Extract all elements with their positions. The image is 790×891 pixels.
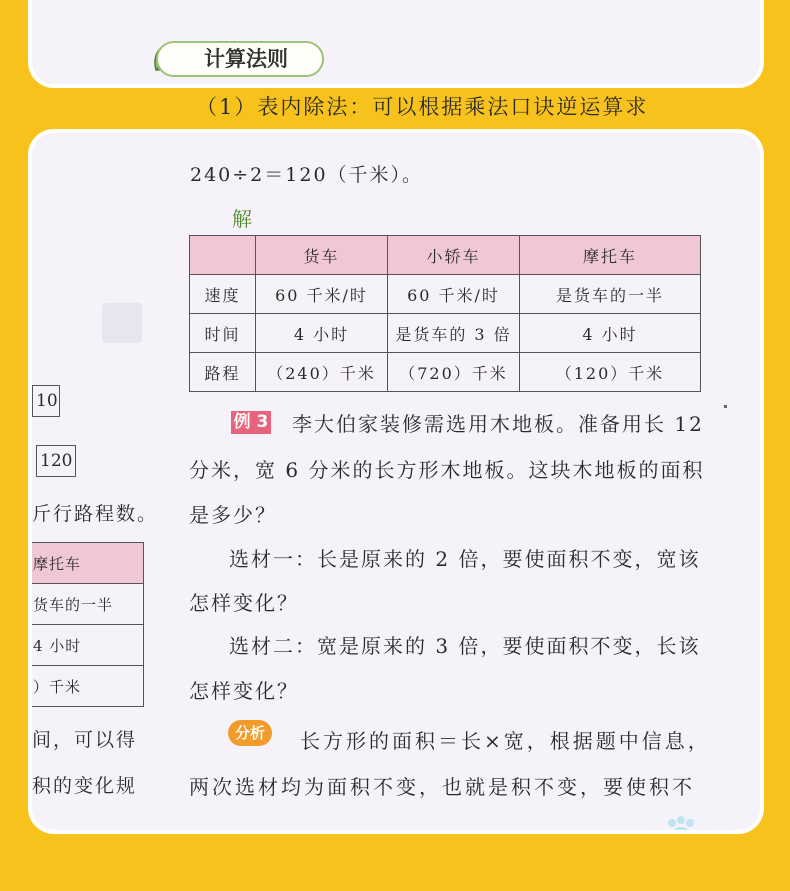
example-line: 李大伯家装修需选用木地板。准备用长 12 [292, 412, 704, 436]
table-cell: 是货车的一半 [520, 275, 701, 314]
example-badge: 例 3 [231, 411, 271, 434]
example-line: 是多少？ [189, 503, 277, 527]
table-header-cell: 摩托车 [520, 236, 701, 275]
table-header-row [190, 236, 701, 275]
option-one-line: 怎样变化？ [189, 591, 299, 615]
table-cell: 60 千米/时 [256, 275, 388, 314]
table-row [190, 353, 701, 392]
paw-print-icon [664, 815, 698, 834]
left-page-table [28, 542, 144, 707]
table-cell: 是货车的 3 倍 [388, 314, 520, 353]
left-page-line-1: 斤行路程数。 [32, 503, 159, 525]
left-page-shadow [102, 303, 142, 343]
left-page-line-3: 积的变化规 [32, 775, 138, 797]
left-answer-box-120: 120 [36, 445, 76, 477]
left-table-cell: 货车的一半 [28, 584, 144, 625]
table-cell: 60 千米/时 [388, 275, 520, 314]
table-row [190, 314, 701, 353]
example-line: 分米，宽 6 分米的长方形木地板。这块木地板的面积 [189, 458, 705, 482]
left-table-cell: ）千米 [28, 666, 144, 707]
table-cell: （240）千米 [256, 353, 388, 392]
option-two-line: 怎样变化？ [189, 679, 299, 703]
table-cell: 4 小时 [256, 314, 388, 353]
table-cell: （720）千米 [388, 353, 520, 392]
option-one-line: 选材一：长是原来的 2 倍，要使面积不变，宽该 [229, 547, 701, 571]
analysis-badge: 分析 [228, 720, 272, 746]
table-cell: 速度 [190, 275, 256, 314]
left-page-line-2: 间，可以得 [32, 729, 138, 751]
solve-label: 解 [232, 207, 254, 231]
left-table-cell: 摩托车 [28, 543, 144, 584]
option-two-line: 选材二：宽是原来的 3 倍，要使面积不变，长该 [229, 634, 701, 658]
main-page-card [28, 129, 764, 834]
table-row [190, 275, 701, 314]
table-header-cell [190, 236, 256, 275]
table-cell: （120）千米 [520, 353, 701, 392]
calculation-line: 240÷2＝120（千米）。 [190, 164, 424, 186]
left-table-cell: 4 小时 [28, 625, 144, 666]
table-cell: 时间 [190, 314, 256, 353]
rule-title: 计算法则 [204, 47, 288, 71]
vehicle-table [189, 235, 701, 392]
analysis-line: 长方形的面积＝长×宽，根据题中信息， [300, 729, 711, 753]
top-page-line: （1）表内除法：可以根据乘法口诀逆运算求 [196, 95, 649, 119]
left-answer-box-10: 10 [32, 385, 60, 417]
table-header-cell: 货车 [256, 236, 388, 275]
table-cell: 4 小时 [520, 314, 701, 353]
table-header-cell: 小轿车 [388, 236, 520, 275]
top-page-card [28, 0, 764, 88]
table-cell: 路程 [190, 353, 256, 392]
analysis-line: 两次选材均为面积不变，也就是积不变，要使积不 [189, 775, 695, 799]
stray-mark [724, 405, 727, 408]
